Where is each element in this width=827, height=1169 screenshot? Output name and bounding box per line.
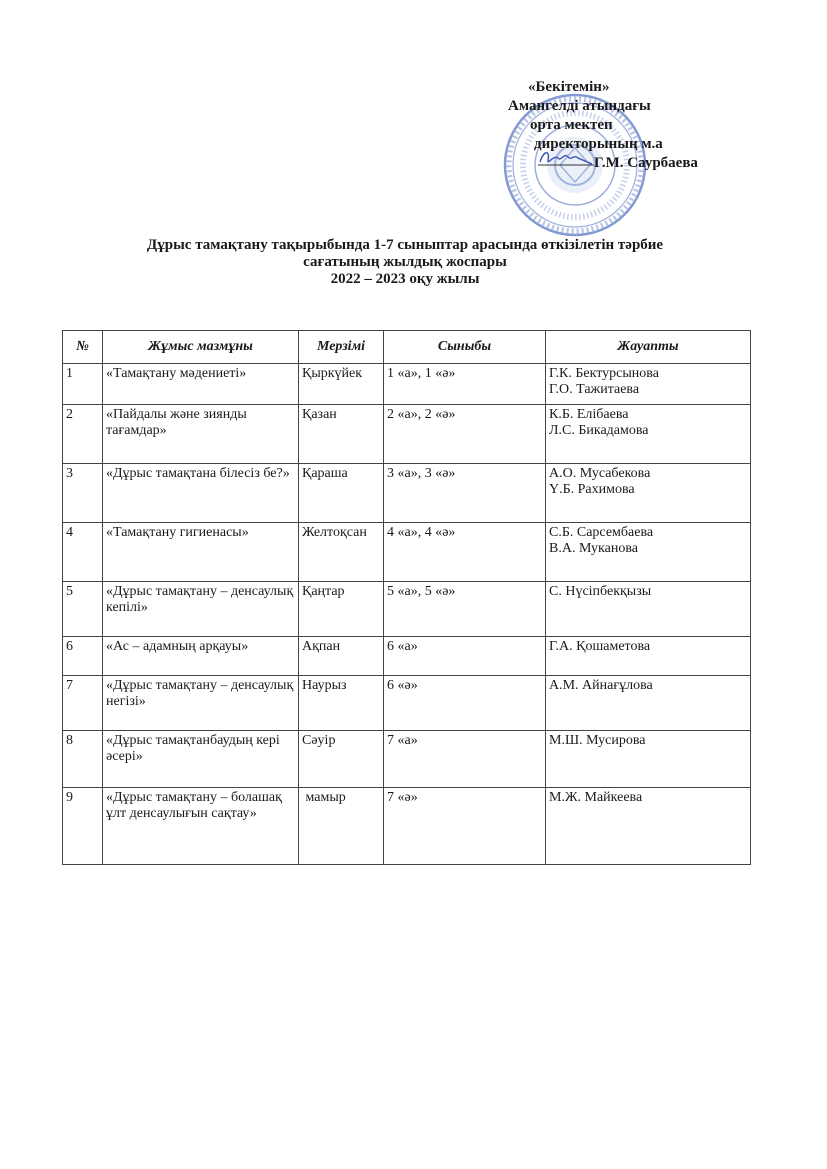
row-class: 7 «ә» xyxy=(384,788,546,865)
row-class: 2 «а», 2 «ә» xyxy=(384,405,546,464)
table-row xyxy=(63,637,751,676)
row-term: Қаңтар xyxy=(299,582,384,637)
row-responsible xyxy=(546,405,751,464)
approval-school-name: Амангелді атындағы xyxy=(508,98,651,114)
row-term: Қыркүйек xyxy=(299,364,384,405)
table-header-row xyxy=(63,331,751,364)
table-row xyxy=(63,364,751,405)
row-class: 4 «а», 4 «ә» xyxy=(384,523,546,582)
title-line-1: Дұрыс тамақтану тақырыбында 1-7 сыныптар арасында өткізілетін тәрбие xyxy=(146,237,664,253)
header-class: Сыныбы xyxy=(384,331,546,364)
responsible-person: Г.А. Қошаметова xyxy=(549,639,651,654)
row-responsible xyxy=(546,582,751,637)
table-row xyxy=(63,731,751,788)
schedule-table xyxy=(62,330,751,865)
responsible-person: А.О. Мусабекова xyxy=(549,466,651,481)
row-content: «Дұрыс тамақтану – болашақ ұлт денсаулығын сақтау» xyxy=(103,788,299,865)
row-number: 9 xyxy=(63,788,103,865)
row-responsible xyxy=(546,731,751,788)
row-responsible xyxy=(546,364,751,405)
row-responsible xyxy=(546,637,751,676)
row-term: Ақпан xyxy=(299,637,384,676)
row-content: «Дұрыс тамақтану – денсаулық негізі» xyxy=(103,676,299,731)
responsible-person: С. Нүсіпбекқызы xyxy=(549,584,652,599)
approval-school-type: орта мектеп xyxy=(530,117,613,133)
responsible-person: Ү.Б. Рахимова xyxy=(549,482,635,497)
row-content: «Тамақтану гигиенасы» xyxy=(103,523,299,582)
row-class: 3 «а», 3 «ә» xyxy=(384,464,546,523)
row-number: 7 xyxy=(63,676,103,731)
row-responsible xyxy=(546,676,751,731)
responsible-person: М.Ж. Майкеева xyxy=(549,790,643,805)
row-number: 2 xyxy=(63,405,103,464)
row-number: 1 xyxy=(63,364,103,405)
row-content: «Дұрыс тамақтана білесіз бе?» xyxy=(103,464,299,523)
title-academic-year: 2022 – 2023 оқу жылы xyxy=(330,271,480,287)
table-row xyxy=(63,582,751,637)
row-class: 5 «а», 5 «ә» xyxy=(384,582,546,637)
director-name: Г.М. Саурбаева xyxy=(594,155,698,171)
responsible-person: В.А. Муканова xyxy=(549,541,638,556)
handwritten-signature xyxy=(538,148,594,168)
table-row xyxy=(63,464,751,523)
responsible-person: М.Ш. Мусирова xyxy=(549,733,646,748)
row-class: 7 «а» xyxy=(384,731,546,788)
row-term: Сәуір xyxy=(299,731,384,788)
responsible-person: Л.С. Бикадамова xyxy=(549,423,649,438)
row-content: «Ас – адамның арқауы» xyxy=(103,637,299,676)
header-responsible: Жауапты xyxy=(546,331,751,364)
table-row xyxy=(63,788,751,865)
approval-director-title: директорының м.а xyxy=(534,136,663,152)
row-content: «Дұрыс тамақтанбаудың кері әсері» xyxy=(103,731,299,788)
row-number: 5 xyxy=(63,582,103,637)
row-number: 3 xyxy=(63,464,103,523)
responsible-person: Г.К. Бектурсынова xyxy=(549,366,659,381)
row-term: Желтоқсан xyxy=(299,523,384,582)
row-number: 8 xyxy=(63,731,103,788)
row-term: Қараша xyxy=(299,464,384,523)
row-term: Наурыз xyxy=(299,676,384,731)
document-title xyxy=(60,237,750,288)
row-term: мамыр xyxy=(299,788,384,865)
row-class: 6 «ә» xyxy=(384,676,546,731)
row-responsible xyxy=(546,523,751,582)
table-row xyxy=(63,676,751,731)
row-number: 4 xyxy=(63,523,103,582)
responsible-person: С.Б. Сарсембаева xyxy=(549,525,654,540)
row-content: «Тамақтану мәдениеті» xyxy=(103,364,299,405)
approval-block xyxy=(498,78,728,173)
table-row xyxy=(63,405,751,464)
table-row xyxy=(63,523,751,582)
responsible-person: Г.О. Тажитаева xyxy=(549,382,640,397)
responsible-person: А.М. Айнағұлова xyxy=(549,678,653,693)
row-term: Қазан xyxy=(299,405,384,464)
responsible-person: К.Б. Елібаева xyxy=(549,407,629,422)
title-line-2: сағатының жылдық жоспары xyxy=(303,254,507,270)
row-class: 1 «а», 1 «ә» xyxy=(384,364,546,405)
row-responsible xyxy=(546,464,751,523)
approval-signature-line xyxy=(498,154,728,173)
header-term: Мерзімі xyxy=(299,331,384,364)
approval-heading: «Бекітемін» xyxy=(528,79,610,95)
row-class: 6 «а» xyxy=(384,637,546,676)
row-number: 6 xyxy=(63,637,103,676)
row-content: «Дұрыс тамақтану – денсаулық кепілі» xyxy=(103,582,299,637)
row-responsible xyxy=(546,788,751,865)
header-content: Жұмыс мазмұны xyxy=(103,331,299,364)
header-number: № xyxy=(63,331,103,364)
row-content: «Пайдалы және зиянды тағамдар» xyxy=(103,405,299,464)
